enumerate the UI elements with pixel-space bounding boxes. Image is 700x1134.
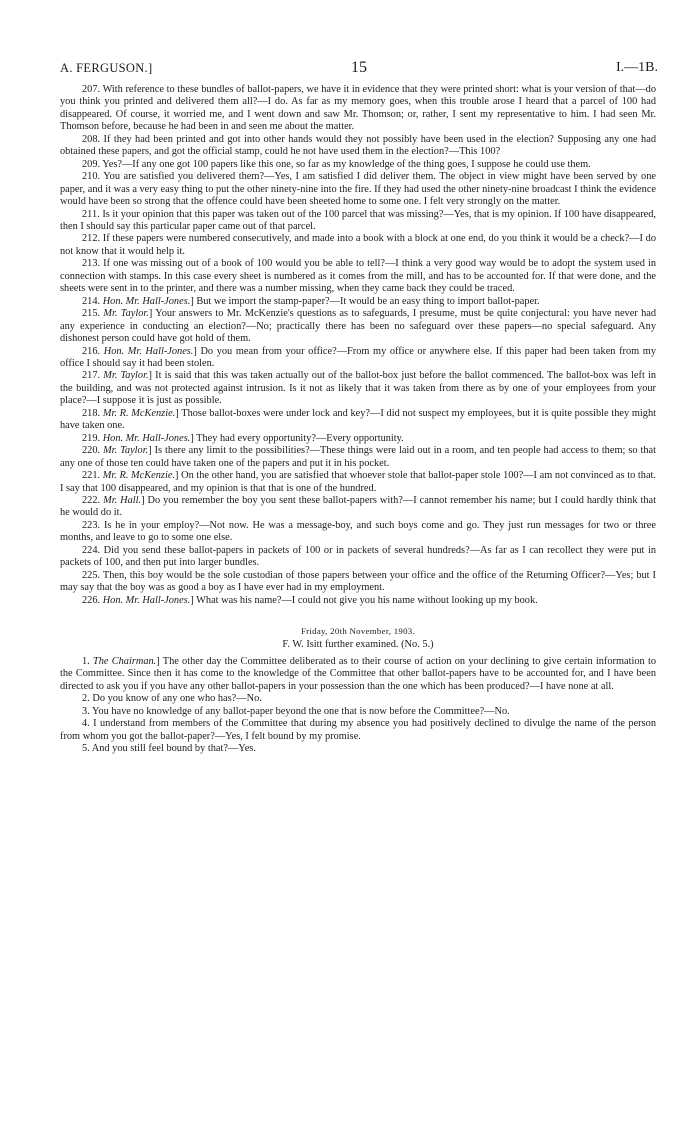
question-number: 221.: [82, 470, 103, 482]
question-text: ] They had every opportunity?—Every opportunity.: [190, 432, 404, 444]
question-paragraph: [60, 408, 656, 433]
text-column: [60, 84, 656, 756]
question-number: 214.: [82, 295, 103, 307]
question-paragraph: 225. Then, this boy would be the sole custodian of those papers between your office and the office of the Returning Officer?—Yes; but I may say that the boy was as good a boy as I have ever had in my employment.: [60, 569, 656, 594]
question-paragraph: [60, 470, 656, 495]
question-number: 216.: [82, 345, 104, 357]
question-number: 217.: [82, 370, 104, 382]
speaker-name: Hon. Mr. Hall-Jones.: [102, 594, 191, 606]
header-witness-name: A. FERGUSON.]: [60, 61, 153, 75]
date-heading-text: Friday, 20th November, 1903.: [300, 626, 415, 637]
question-paragraph: [60, 296, 656, 308]
question-paragraph: [60, 308, 656, 345]
question-paragraph: 212. If these papers were numbered consecutively, and made into a book with a block at one end, do you think it would be a check?—I do not know that it would help it.: [60, 233, 656, 257]
question-paragraph: [60, 656, 656, 693]
speaker-name: Mr. Hall.: [103, 494, 142, 506]
question-text: ] On the other hand, you are satisfied that whoever stole that ballot-paper stole 100?—I am not convinced as to that. I say that 100 disappeared, and my opinion is that that is one of the hundred.: [60, 470, 656, 494]
question-text: ] Do you remember the boy you sent these ballot-papers with?—I cannot remember his name; but I could hardly think that he would do it.: [60, 494, 657, 519]
witness-heading: F. W. Isitt further examined. (No. 5.): [282, 639, 434, 651]
question-paragraph: [60, 595, 656, 607]
page-header: [60, 60, 658, 78]
question-number: 220.: [82, 445, 104, 457]
question-paragraph: 2. Do you know of any one who has?—No.: [82, 693, 262, 705]
question-paragraph: 210. You are satisfied you delivered them?—Yes, I am satisfied I did deliver them. The object in view might have been served by one paper, and it was a very easy thing to put the other ninety-nine into the fire. If they had used the other ninety-nine broadcast I think the evidence would have been so strong that the offence could have been sheeted home to some one. I felt very strongly on the matter.: [60, 171, 656, 208]
question-paragraph: 3. You have no knowledge of any ballot-paper beyond the one that is now before the Committee?—No.: [82, 705, 510, 717]
question-paragraph: [60, 445, 656, 470]
question-paragraph: [60, 495, 656, 520]
question-number: 226.: [82, 594, 103, 606]
speaker-name: Mr. Taylor.: [103, 370, 149, 382]
examination-part-2: [60, 656, 656, 756]
speaker-name: Mr. Taylor.: [103, 308, 149, 320]
question-paragraph: 5. And you still feel bound by that?—Yes.: [82, 743, 256, 755]
speaker-name: Hon. Mr. Hall-Jones.: [103, 345, 194, 357]
document-reference: I.—1B.: [616, 60, 658, 75]
question-paragraph: [60, 370, 656, 407]
date-heading: [60, 625, 656, 638]
question-paragraph: 209. Yes?—If any one got 100 papers like this one, so far as my knowledge of the thing goes, I suppose he could use them.: [82, 158, 591, 170]
question-paragraph: 223. Is he in your employ?—Not now. He was a message-boy, and such boys come and go. They just run messages for two or three months, and leave to go to some one else.: [60, 519, 656, 544]
question-text: ] But we import the stamp-paper?—It would be an easy thing to import ballot-paper.: [190, 295, 540, 307]
page-number: 15: [351, 59, 367, 76]
question-number: 222.: [82, 494, 104, 506]
examination-part-1: [60, 84, 656, 607]
question-number: 218.: [82, 407, 103, 419]
speaker-name: Hon. Mr. Hall-Jones.: [102, 432, 191, 444]
question-text: ] What was his name?—I could not give you his name without looking up my book.: [190, 594, 538, 606]
question-text: ] Your answers to Mr. McKenzie's questions as to safeguards, I presume, must be quite conjectural: you have never had any experience in conducting an election?—No; practically there has been no safeguard over these papers—no special safeguard. Any dishonest person could have got hold of them.: [60, 308, 657, 345]
speaker-name: Hon. Mr. Hall-Jones.: [102, 295, 191, 307]
question-number: 1.: [82, 655, 93, 667]
question-paragraph: 211. Is it your opinion that this paper was taken out of the 100 parcel that was missing?—Yes, that is my opinion. If 100 have disappeared, then I should say this particular paper came out of that parcel.: [60, 208, 656, 232]
question-paragraph: [60, 433, 656, 445]
question-text: ] Those ballot-boxes were under lock and key?—I did not suspect my employees, but it is quite possible they might have taken one.: [60, 407, 657, 432]
question-paragraph: [60, 346, 656, 371]
question-paragraph: 208. If they had been printed and got into other hands would they not possibly have been used in the election? Supposing any one had obtained these papers, and got the official stamp, could he not have used them in the election?—This 100?: [60, 133, 656, 158]
speaker-name: Mr. R. McKenzie.: [102, 470, 175, 482]
question-paragraph: 207. With reference to these bundles of ballot-papers, we have it in evidence that they were printed short: what is your version of that—do you think you printed and delivered them all?—I do. As far as my memory goes, when this trouble arose I heard that a parcel of 100 had disappeared. Of course, it worried me, and I went down and saw Mr. Thomson; or, rather, I sent my representative to him. I had seen Mr. Thomson before, because he had been in and seen me about the matter.: [60, 84, 656, 133]
question-text: ] Do you mean from your office?—From my office or anywhere else. If this paper had been taken from my office I should say it had been stolen.: [60, 345, 657, 369]
speaker-name: Mr. Taylor.: [103, 445, 149, 457]
question-paragraph: 224. Did you send these ballot-papers in packets of 100 or in packets of several hundreds?—As far as I can recollect they were put in packets of 100, and then put into larger bundles.: [60, 544, 656, 569]
question-number: 219.: [82, 432, 103, 444]
speaker-name: The Chairman.: [92, 655, 157, 667]
question-text: ] Is there any limit to the possibilities?—These things were laid out in a room, and ten people had access to them; so that any one of those ten could have taken one of the papers and put it in his pocket.: [60, 445, 656, 469]
question-text: ] It is said that this was taken actually out of the ballot-box just before the ballot commenced. The ballot-box was left in the building, and was not protected against intrusion. Is it not as likely that it was taken from there as by one of your employees from your place?—I suppose it is just as possible.: [60, 370, 656, 407]
question-paragraph: 4. I understand from members of the Committee that during my absence you had positively declined to divulge the name of the person from whom you got the ballot-paper?—Yes, I felt bound by my promise.: [60, 718, 656, 742]
question-number: 215.: [82, 308, 104, 320]
question-text: ] The other day the Committee deliberated as to their course of action on your declining to give certain information to the Committee. Since then it has come to the knowledge of the Committee that other ballot-papers have to be accounted for, and I have been directed to ask you if you have any other ballot-papers in your possession than the one which has been produced?—I have none at all.: [60, 655, 656, 692]
speaker-name: Mr. R. McKenzie.: [102, 407, 176, 419]
question-paragraph: 213. If one was missing out of a book of 100 would you be able to tell?—I think a very good way would be to adopt the system used in connection with stamps. In this case every sheet is numbered as it comes from the mill, and has to be accounted for. If that were done, and the sheets were sent in to the printer, and there was a number missing, when they came back they could be traced.: [60, 258, 656, 295]
